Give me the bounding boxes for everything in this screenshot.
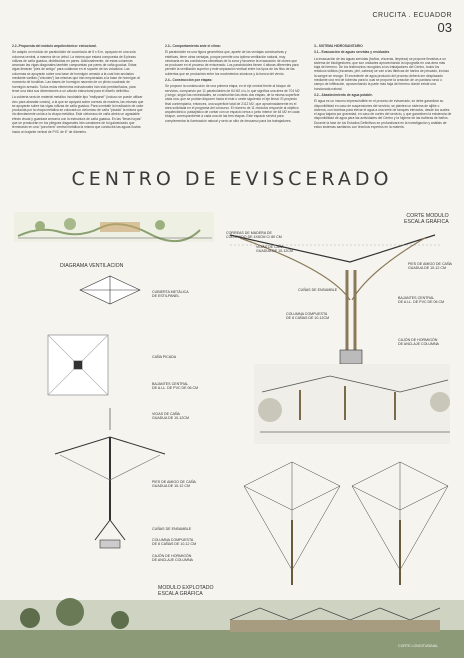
col3-heading-3: 3.2.- Abastecimiento de agua potable. [314, 92, 373, 97]
col3-body-3: El agua es un insumo imprescindible en el proceso de eviscerado, se debe garantizar su disponibilidad en caso de suspensiones del servicio; se plantea un sistema de aljibe o cisterna, con bombas para elevar el agua a una serie de tanques elevados, desde los cuales el agua bajaría por gravedad, en caso de cortes del servicio, y que garanticen la existencia de disponibilidad de agua para las actividades del Centro y la higiene de las bañeras de baños. Durante la fase de los Estudios Definitivos se profundizará en la investigación y análisis de estos sistemas sanitarios con técnicos expertos en la materia. [314, 99, 452, 130]
label-correas-madera: CORREAS DE MADERA DE COLORADO DE 4X6CM C/ 80 CM [226, 231, 282, 240]
longitudinal-section [0, 598, 464, 658]
label-right-cajon: CAJÓN DE HORMIGÓN DE ANCLAJE COLUMNA [398, 338, 439, 347]
label-right-bajantes: BAJANTES CENTRAL DE A.LL. DE PVC DE 06 CM [398, 296, 445, 305]
label-bajantes-central: BAJANTES CENTRAL DE A.LL. DE PVC DE 06 CM [152, 382, 199, 391]
col2-body-1: El paraboloide es una figura geométrica que, aparte de las ventajas constructivas y estéticas, tiene otras ventajas, porque permite una óptima ventilación natural, muy necesaria en las condiciones climáticas de la zona y favorece la evacuación de olores que se producen en el proceso de eviscerado. Los paraboloides tienen 4 alturas diferentes para permitir la ventilación superior y este separación vertical entre los tipos de los filos de las cubiertas que se producirán entre los movimientos sísmicos y la fuerza del viento. [165, 50, 299, 76]
col1-heading-1: 2.2.-Propuesta del módulo arquitectónico: estructural. [12, 44, 97, 48]
page-title: CENTRO DE EVISCERADO [71, 168, 393, 190]
col1-body-1: Se adaptó un módulo de paraboloide de cuadrícula de 8 x 8 m, apoyado en una sola columna central, a manera de un árbol. La misma que estará compuesta de 8 piezas rollizas de caña guadua, distribuidas en pares. Adicionalmente, de estas columnas arrancan las vigas diagonales también compuestas por pares de caña guadua. Estas vigas llevarán "pies de amigo" para colaborar en el soporte de los voladizos. Las columnas se apoyarán sobre una base de hormigón armado a la cual irán anclados mediante varillas ("chicotes") las mismas que irán empotradas a la base de hormigón al momento de fundirlas. Las bases de hormigón nacerán de un plinto cuadrado de hormigón armado. Todos estos elementos estructurales han sido prediseñados, para tener una idea sus dimensiones a un cálculo estructural para el diseño definitivo. [12, 50, 140, 93]
col3-heading-2: 3.1.- Evacuación de aguas servidas y residuales [314, 50, 390, 55]
label-cunas-ensamble: CUÑAS DE ENSAMBLE [152, 527, 192, 531]
perspective-sketch [254, 364, 450, 444]
label-pies-amigo: PIES DE AMIGO DE CAÑA GUADUA DE 10-12 CM [152, 480, 196, 489]
col1-body-2: La cubierta será de material metálico inoxidable tipo "estilpanel" (incluso se puede utilizar zinc para abaratar costos), a la que se apoyará sobre correas de madera, las mismas que se apoyarán sobre las vigas rollizas de caña guadua. Para combatir la irradiación de calor producida por la chapa metálica se colocará un cielorraso de caña "picada" la misma que irá directamente unida a la chapa metálica. Este cielorraso de caña abrirá un agradable efecto visual y guardará armonía con la estructura de caña guadua. En las "limas hoyas" que se producirán en los pliegues diagonales irán canalones de tol galvanizado que terminarán en una "ponchera" central metálica la misma que conducirá las aguas lluvias hacia un bajante central de PVC de 6" de diámetro. [12, 95, 144, 134]
col2-heading-1: 2.3.- Comportamiento ante el clima: [165, 44, 221, 48]
label-cajon-hormigon: CAJÓN DE HORMIGÓN DE ANCLAJE COLUMNA [152, 554, 193, 563]
axonometric-views [244, 462, 448, 585]
label-right-columna: COLUMNA COMPUESTA DE 8 CAÑAS DE 10-12CM [286, 312, 330, 321]
label-right-cunas: CUÑAS DE ENSAMBLE [298, 288, 338, 292]
label-cana-picada: CAÑA PICADA [152, 355, 177, 359]
sheet-number: 03 [437, 20, 452, 35]
site-section-drawing [14, 212, 214, 242]
col3-heading-1: 3.- SISTEMA HIDROSANITARIO [314, 44, 363, 48]
label-corte-modulo: CORTE MODULO ESCALA GRÁFICA [404, 213, 449, 225]
col2-heading-2: 2.4.- Construcción por etapas: [165, 78, 213, 83]
label-modulo-explotado: MODULO EXPLOTADO ESCALA GRÁFICA [158, 585, 214, 597]
label-corte-longitudinal: CORTE LONGITUDINAL [398, 644, 439, 648]
col3-body-2: La evacuación de las aguas servidas (baños, vísceras, limpieza) se propone llevarlas a un sistema de biodigestores, que son unidades aprovechando la topografía en una área más baja del terreno. De los testimonios recogidos a los trabajadores del Centro, todos los residuos sólidos (escamas, piel, cabeza) se van a las fábricas de harina de pescado, incluso la sangre se recoge. El excedente de agua producto del proceso deberá ser desplazado mediante una red de tuberías para lo cual se propone la creación de un pantano seco o campo de infiltración, aprovechando la parte más baja del terreno donde existe una hondonada natural. [314, 56, 450, 91]
label-vigas-cana: VIGAS DE CAÑA GUADUA DE 10-12CM [152, 412, 189, 421]
label-columna-compuesta: COLUMNA COMPUESTA DE 8 CAÑAS DE 10-12 CM [152, 538, 197, 547]
ventilation-diagram [48, 276, 165, 548]
col2-body-2: Se propone la construcción de una primera etapa, en el eje central frente al bloque de servicios, compuesto por 11 paraboloides de 64 M2 c/u, lo que significa una área de 704 M2 y luego, según las necesidades, se construirían las otras dos etapas, de la misma superficie cada una, que se podrán disponer hacia el este o oeste siguiendo el eje lineal. El proyecto final contemplaría, entonces, una superficie total de 2112 M2, que aproximadamente es el área solicitada en el programa del concurso. El número de 11 módulos responde al objetivo arquitectónico: paisajístico de contar con un espacio cerca o junto interior de 64 M2 en cada bloque, correspondiente a cada una de las tres etapas. Este espacio servirá para complementar la iluminación natural y será un sitio de descanso para los trabajadores. [165, 84, 300, 123]
label-right-vigas: VIGAS DE CAÑA GUADUA DE 10-12CM [256, 245, 293, 254]
label-right-pies-amigo: PIES DE AMIGO DE CAÑA GUADUA DE 10-12 CM [408, 262, 452, 271]
label-cubierta-metalica: CUBIERTA METÁLICA DE ESTILPANEL [152, 290, 189, 299]
header-country: CRUCITA . ECUADOR [372, 12, 452, 19]
label-diagrama-ventilacion: DIAGRAMA VENTILACION [60, 263, 124, 269]
